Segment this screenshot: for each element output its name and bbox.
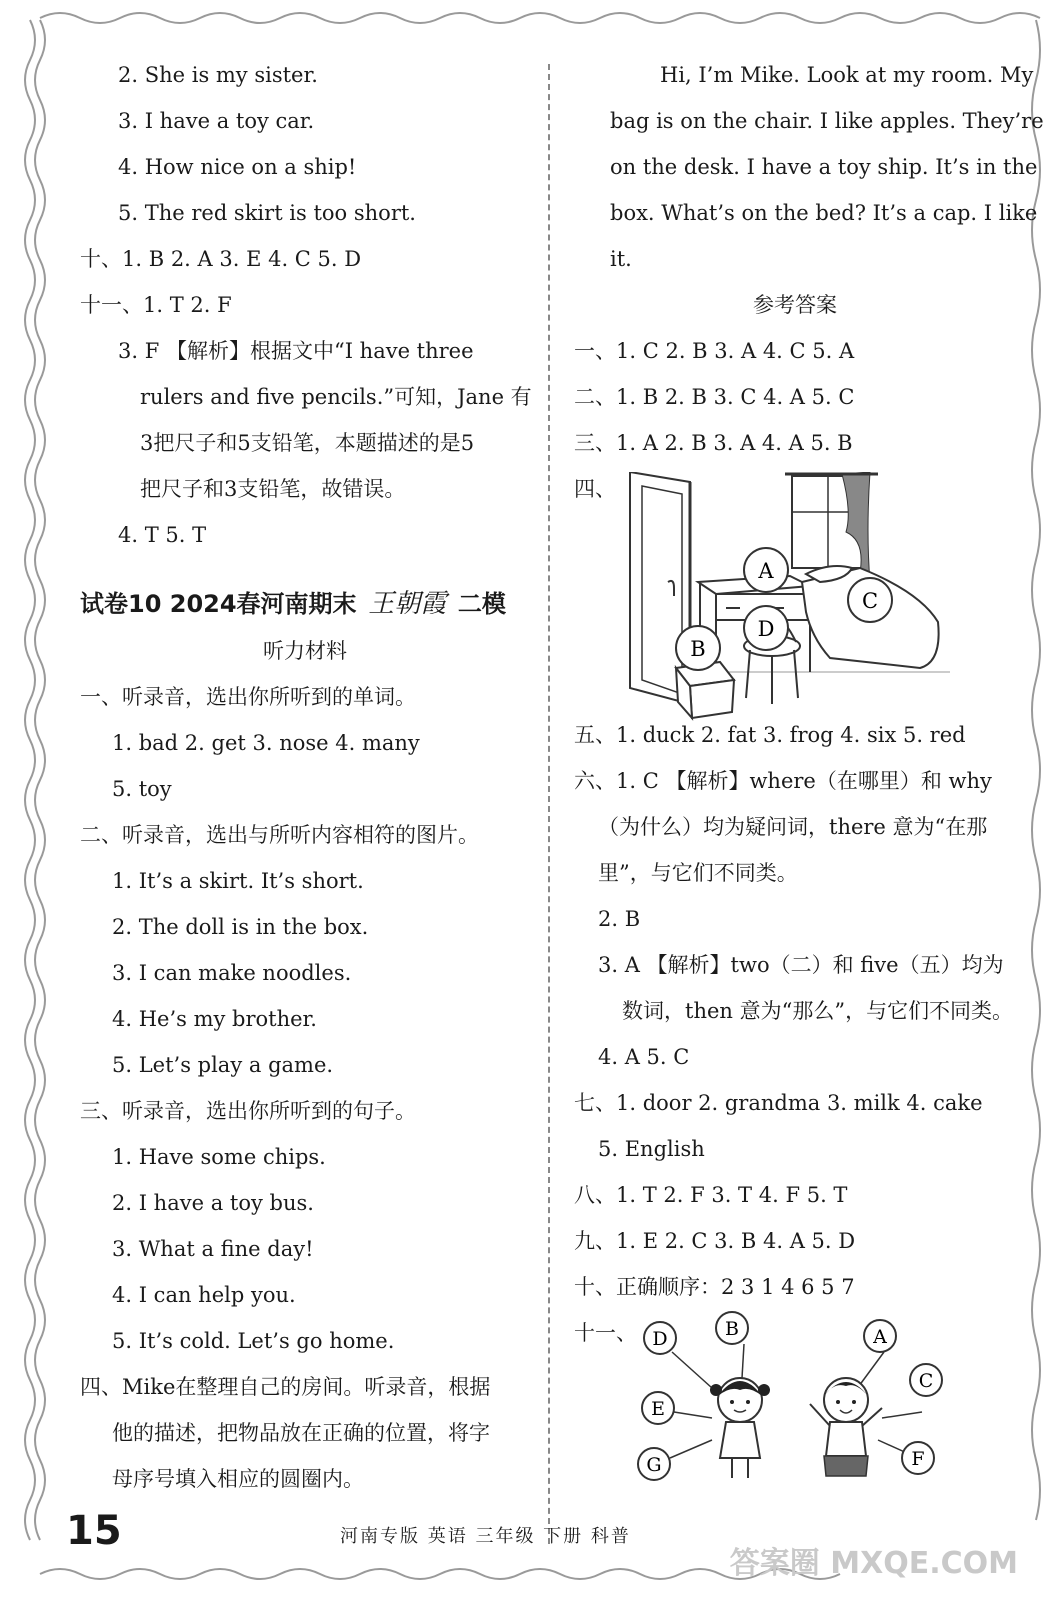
kid-label: F	[911, 1448, 925, 1470]
question-line: 4. He’s my brother.	[112, 1007, 317, 1031]
column-divider	[548, 64, 550, 1544]
analysis-line: 里”，与它们不同类。	[598, 861, 798, 885]
kid-label: E	[651, 1398, 665, 1420]
answer-line: 十、1. B 2. A 3. E 4. C 5. D	[80, 247, 362, 271]
analysis-line: 3把尺子和5支铅笔，本题描述的是5	[140, 431, 475, 455]
passage-line: bag is on the chair. I like apples. They’re	[610, 109, 1044, 133]
passage-line: it.	[610, 247, 632, 271]
answer-line: 六、1. C 【解析】where（在哪里）和 why	[574, 769, 992, 793]
answer-line: 5. The red skirt is too short.	[118, 201, 416, 225]
question-line: 1. bad 2. get 3. nose 4. many	[112, 731, 420, 755]
answer-line: 十一、	[574, 1321, 637, 1345]
room-label: A	[758, 559, 774, 583]
question-heading: 他的描述，把物品放在正确的位置，将字	[112, 1421, 490, 1445]
answer-line: 3. I have a toy car.	[118, 109, 315, 133]
footer-info: 河南专版 英语 三年级 下册 科普	[340, 1526, 631, 1547]
answer-line: 九、1. E 2. C 3. B 4. A 5. D	[574, 1229, 856, 1253]
kid-label: G	[646, 1454, 662, 1476]
kid-label: C	[918, 1370, 934, 1392]
room-label: D	[757, 617, 775, 641]
question-line: 1. It’s a skirt. It’s short.	[112, 869, 364, 893]
watermark: 答案圈 MXQE.COM	[729, 1546, 1018, 1581]
answer-line: 一、1. C 2. B 3. A 4. C 5. A	[574, 339, 855, 363]
question-line: 3. I can make noodles.	[112, 961, 352, 985]
analysis-line: rulers and five pencils.”可知，Jane 有	[140, 385, 532, 409]
answer-line: 十、正确顺序：2 3 1 4 6 5 7	[574, 1275, 855, 1299]
question-line: 5. toy	[112, 777, 172, 801]
passage-line: Hi, I’m Mike. Look at my room. My	[660, 63, 1034, 87]
question-line: 5. Let’s play a game.	[112, 1053, 334, 1077]
answer-line: 4. T 5. T	[118, 523, 207, 547]
analysis-line: 3. A 【解析】two（二）和 five（五）均为	[598, 953, 1004, 977]
question-line: 1. Have some chips.	[112, 1145, 326, 1169]
answer-line: 七、1. door 2. grandma 3. milk 4. cake	[574, 1091, 983, 1115]
page-number: 15	[66, 1508, 122, 1554]
room-label: B	[690, 637, 706, 661]
analysis-line: 把尺子和3支铅笔，故错误。	[140, 477, 406, 501]
question-line: 2. The doll is in the box.	[112, 915, 369, 939]
paper-title-tail: 二模	[457, 590, 506, 618]
kids-illustration	[620, 1308, 960, 1488]
wavy-border-right	[1024, 0, 1048, 1600]
question-heading: 母序号填入相应的圆圈内。	[112, 1467, 364, 1491]
analysis-line: 3. F 【解析】根据文中“I have three	[118, 339, 474, 363]
answer-line: 八、1. T 2. F 3. T 4. F 5. T	[574, 1183, 848, 1207]
answer-line: 五、1. duck 2. fat 3. frog 4. six 5. red	[574, 723, 966, 747]
signature-stamp: 王朝霞	[368, 589, 447, 619]
passage-line: box. What’s on the bed? It’s a cap. I like	[610, 201, 1038, 225]
answer-line: 二、1. B 2. B 3. C 4. A 5. C	[574, 385, 855, 409]
answer-line: 4. A 5. C	[598, 1045, 690, 1069]
answer-line: 四、	[574, 477, 616, 501]
answer-line: 4. How nice on a ship!	[118, 155, 357, 179]
room-label: C	[861, 589, 879, 613]
answer-line: 三、1. A 2. B 3. A 4. A 5. B	[574, 431, 853, 455]
answer-line: 2. She is my sister.	[118, 63, 318, 87]
answer-line: 十一、1. T 2. F	[80, 293, 232, 317]
question-heading: 一、听录音，选出你所听到的单词。	[80, 685, 416, 709]
question-heading: 二、听录音，选出与所听内容相符的图片。	[80, 823, 479, 847]
question-line: 4. I can help you.	[112, 1283, 296, 1307]
passage-line: on the desk. I have a toy ship. It’s in the	[610, 155, 1038, 179]
room-illustration	[620, 472, 960, 722]
analysis-line: 数词，then 意为“那么”，与它们不同类。	[622, 999, 1014, 1023]
question-line: 2. I have a toy bus.	[112, 1191, 314, 1215]
kid-label: A	[873, 1326, 887, 1348]
question-heading: 三、听录音，选出你所听到的句子。	[80, 1099, 416, 1123]
answer-line: 2. B	[598, 907, 641, 931]
section-heading: 听力材料	[263, 639, 347, 663]
question-heading: 四、Mike在整理自己的房间。听录音，根据	[80, 1375, 491, 1399]
question-line: 5. It’s cold. Let’s go home.	[112, 1329, 395, 1353]
kid-label: B	[725, 1318, 739, 1340]
wavy-border-left	[0, 0, 60, 1600]
paper-title-main: 试卷10 2024春河南期末	[80, 590, 357, 618]
answer-line: 5. English	[598, 1137, 705, 1161]
analysis-line: （为什么）均为疑问词，there 意为“在那	[598, 815, 988, 839]
wavy-border-top	[0, 0, 1048, 40]
question-line: 3. What a fine day!	[112, 1237, 314, 1261]
answers-heading: 参考答案	[753, 293, 837, 317]
paper-title	[80, 588, 506, 620]
kid-label: D	[652, 1328, 668, 1350]
